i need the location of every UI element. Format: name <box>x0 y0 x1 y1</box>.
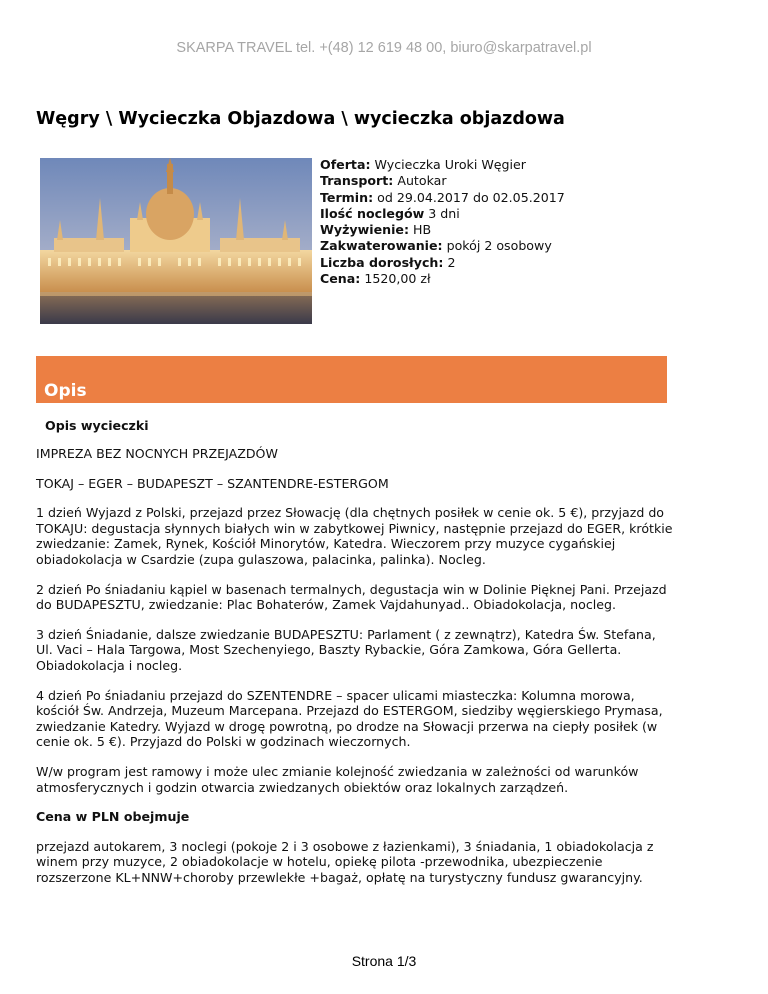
section-subheading: Opis wycieczki <box>45 418 149 433</box>
meals-row: Wyżywienie: HB <box>320 222 432 238</box>
page-number: Strona 1/3 <box>351 953 417 969</box>
offer-details <box>320 157 565 287</box>
page-title: Węgry \ Wycieczka Objazdowa \ wycieczka objazdowa <box>36 109 565 129</box>
page-header: SKARPA TRAVEL tel. +(48) 12 619 48 00, biuro@skarpatravel.pl <box>176 40 592 56</box>
trip-description <box>36 446 676 899</box>
parliament-building-icon <box>40 158 312 324</box>
transport-row: Transport: Autokar <box>320 173 447 189</box>
section-header-bar <box>36 356 667 403</box>
paragraph: 1 dzień Wyjazd z Polski, przejazd przez Słowację (dla chętnych posiłek w cenie ok. 5 €), przyjazd do TOKAJU: degustacja słynnych białych win w zabytkowej Piwnicy, następnie przejazd do EGER, krótkie zwiedzanie: Zamek, Rynek, Kościół Minorytów, Katedra. Wieczorem przy muzyce cygańskiej obiadokolacja w Csardzie (zupa gulaszowa, palacinka, palinka). Nocleg. <box>36 505 673 567</box>
offer-row: Oferta: Wycieczka Uroki Węgier <box>320 157 526 172</box>
price-includes-text: przejazd autokarem, 3 noclegi (pokoje 2 i 3 osobowe z łazienkami), 3 śniadania, 1 obiadokolacja z winem przy muzyce, 2 obiadokolacje w hotelu, opiekę pilota -przewodnika, ubezpieczenie rozszerzone KL+NNW+choroby przewlekłe +bagaż, opłatę na turystyczny fundusz gwarancyjny. <box>36 838 654 885</box>
section-heading: Opis <box>44 381 87 401</box>
paragraph: 4 dzień Po śniadaniu przejazd do SZENTENDRE – spacer ulicami miasteczka: Kolumna morowa, kościół Św. Andrzeja, Muzeum Marcepana. Przejazd do ESTERGOM, siedziby węgierskiego Prymasa, zwiedzanie Katedry. Wyjazd w drogę powrotną, po drodze na Słowacji przerwa na ciepły posiłek (w cenie ok. 5 €). Przyjazd do Polski w godzinach wieczornych. <box>36 687 663 750</box>
price-includes-heading: Cena w PLN obejmuje <box>36 809 190 825</box>
paragraph: IMPREZA BEZ NOCNYCH PRZEJAZDÓW <box>36 446 278 461</box>
adults-row: Liczba dorosłych: 2 <box>320 254 456 270</box>
paragraph: 3 dzień Śniadanie, dalsze zwiedzanie BUDAPESZTU: Parlament ( z zewnątrz), Katedra Św. Stefana, Ul. Vaci – Hala Targowa, Most Szechenyiego, Baszty Rybackie, Góra Zamkowa, Góra Gellerta. Obiadokolacja i nocleg. <box>36 626 656 673</box>
paragraph: W/w program jest ramowy i może ulec zmianie kolejność zwiedzania w zależności od warunków atmosferycznych i godzin otwarcia zwiedzanych obiektów oraz lokalnych zarządzeń. <box>36 763 639 795</box>
paragraph: TOKAJ – EGER – BUDAPESZT – SZANTENDRE-ESTERGOM <box>36 475 389 491</box>
paragraph: 2 dzień Po śniadaniu kąpiel w basenach termalnych, degustacja win w Dolinie Pięknej Pani. Przejazd do BUDAPESZTU, zwiedzanie: Plac Bohaterów, Zamek Vajdahunyad.. Obiadokolacja, nocleg. <box>36 581 667 613</box>
nights-row: Ilość noclegów 3 dni <box>320 205 460 221</box>
accommodation-row: Zakwaterowanie: pokój 2 osobowy <box>320 238 552 254</box>
price-row: Cena: 1520,00 zł <box>320 271 431 287</box>
date-row: Termin: od 29.04.2017 do 02.05.2017 <box>320 189 565 205</box>
trip-photo <box>40 158 312 324</box>
